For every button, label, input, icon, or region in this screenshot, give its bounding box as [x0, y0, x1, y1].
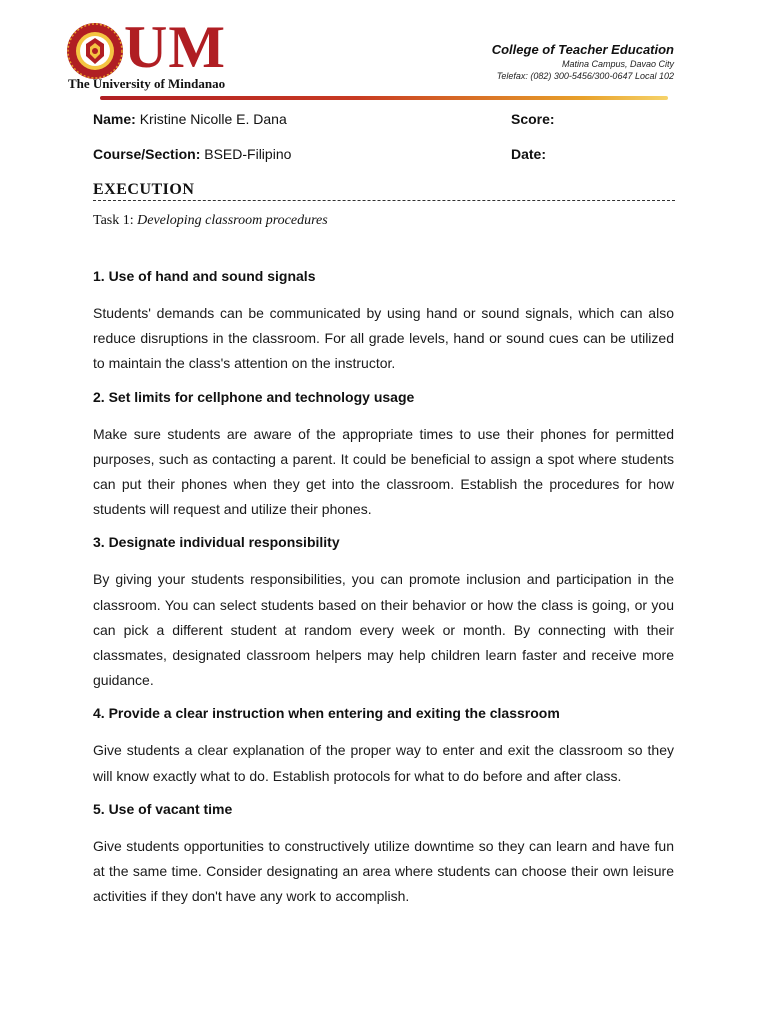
college-info — [492, 42, 674, 82]
section-heading: 1. Use of hand and sound signals — [93, 268, 316, 284]
section-heading: 2. Set limits for cellphone and technology usage — [93, 388, 415, 405]
um-logo-text: UM — [124, 14, 226, 80]
course-label: Course/Section: — [93, 146, 201, 162]
section-3 — [93, 532, 674, 693]
section-body: Give students a clear explanation of the proper way to enter and exit the classroom so they will know exactly what to do. Establish protocols for what to do before and after class. — [93, 742, 674, 784]
score-label: Score: — [511, 111, 555, 127]
task-title: Developing classroom procedures — [137, 213, 328, 228]
section-body: By giving your students responsibilities, you can promote inclusion and participation in the classroom. You can select students based on their behavior or how the class is going, or you can pick a different student at random every week or month. By connecting with their classmates, designated classroom helpers may help children learn faster and receive more guidance. — [93, 571, 674, 689]
task-line — [93, 213, 328, 229]
header-divider — [100, 96, 668, 100]
name-label: Name: — [93, 111, 136, 127]
section-heading: 3. Designate individual responsibility — [93, 534, 340, 551]
telefax: Telefax: (082) 300-5456/300-0647 Local 102 — [496, 71, 674, 81]
campus-address: Matina Campus, Davao City — [561, 59, 674, 69]
section-body: Students' demands can be communicated by using hand or sound signals, which can also reduce disruptions in the classroom. For all grade levels, hand or sound cues can be utilized to maintain the class's attention on the instructor. — [93, 305, 674, 372]
university-seal-logo — [66, 22, 124, 80]
course-value: BSED-Filipino — [204, 146, 292, 162]
letterhead — [0, 0, 768, 110]
section-4 — [93, 703, 674, 788]
execution-title: EXECUTION — [93, 181, 195, 198]
task-prefix: Task 1: — [93, 213, 134, 228]
section-body: Give students opportunities to constructively utilize downtime so they can learn and have fun at the same time. Consider designating an area where students can choose their own leisure activities if they don't have any work to accomplish. — [93, 837, 674, 905]
college-name: College of Teacher Education — [491, 42, 674, 57]
name-row — [93, 110, 287, 128]
date-label: Date: — [511, 146, 547, 162]
section-body: Make sure students are aware of the appropriate times to use their phones for permitted purposes, such as contacting a parent. It could be beneficial to assign a spot where students can put their phones when they get into the classroom. Establish the procedures for how students will request and utilize their phones. — [93, 425, 674, 518]
section-1 — [93, 266, 674, 377]
section-2 — [93, 387, 674, 523]
dashed-divider — [93, 200, 675, 201]
section-heading: 5. Use of vacant time — [93, 800, 233, 817]
section-heading: 4. Provide a clear instruction when entering and exiting the classroom — [93, 705, 560, 722]
course-row — [93, 145, 291, 163]
name-value: Kristine Nicolle E. Dana — [139, 111, 287, 127]
procedures-content — [93, 266, 674, 919]
university-name: The University of Mindanao — [68, 76, 226, 91]
section-5 — [93, 799, 674, 910]
